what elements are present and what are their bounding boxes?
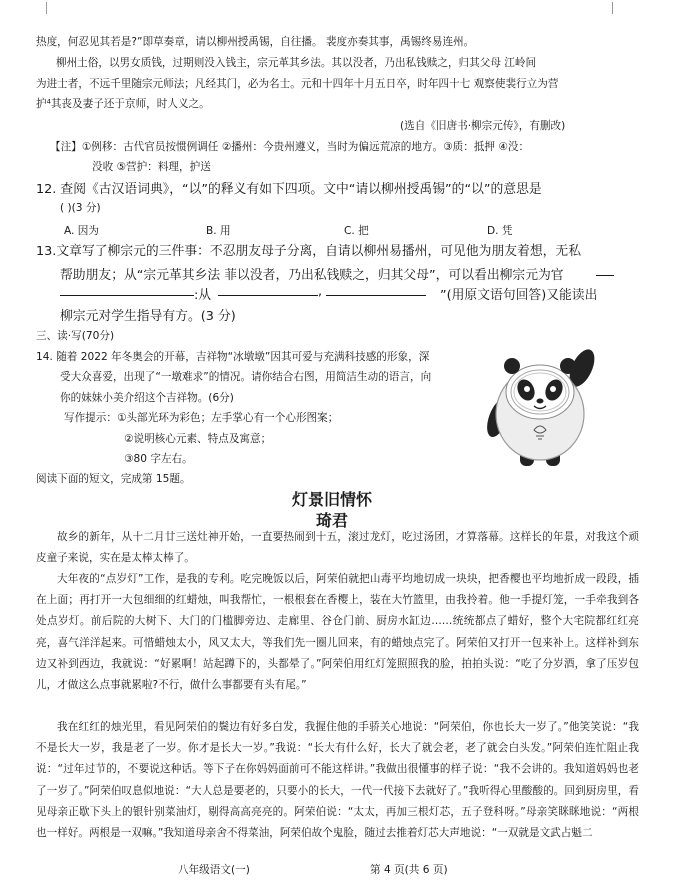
q14-tip-2: ②说明核心元素、特点及寓意； — [124, 433, 272, 445]
q13-blank-3[interactable] — [218, 284, 318, 296]
q13-line-4: 柳宗元对学生指导有方。(3 分) — [60, 309, 236, 324]
q12-option-b: B. 用 — [206, 225, 231, 237]
intro-line-1: 热度，何忍见其若是?”即草奏章，请以柳州授禹锡，自往播。 裴度亦奏其事，禹锡终易连州。 — [36, 36, 475, 48]
q12-option-c: C. 把 — [344, 225, 369, 237]
q13-line-3-from: :从 — [194, 288, 212, 303]
footer-course-label: 八年级语文(一) — [178, 864, 250, 876]
reading-intro: 阅读下面的短文，完成第 15题。 — [36, 473, 191, 485]
source-citation: (选自《旧唐书·柳宗元传》，有删改) — [400, 120, 566, 132]
q12-answer-blank: ( )(3 分) — [60, 202, 101, 214]
crop-mark-top-left — [34, 2, 47, 14]
q12-stem: 12. 查阅《古汉语词典》，“以”的释义有如下四项。文中“请以柳州授禹锡”的“以”的意思是 — [36, 182, 542, 197]
q14-tips-label: 写作提示：①头部光环为彩色；左手掌心有一个心形图案； — [64, 412, 339, 424]
q13-line-1: 13.文章写了柳宗元的三件事：不忍朋友母子分离，自请以柳州易播州，可见他为朋友着想，无私 — [36, 244, 582, 259]
intro-line-2: 柳州土俗，以男女质钱，过期则没入钱主，宗元革其乡法。其以没者，乃出私钱赎之，归其父母 江岭间 — [56, 57, 537, 69]
article-paragraph-2: 大年夜的“点岁灯”工作，是我的专利。吃完晚饭以后，阿荣伯就把山毒平均地切成一块块，把香樱也平均地折成一段段，插在上面；再打开一大包细细的红蜡烛，叫我帮忙，一根根套在香樱上，装在大竹篮里，由我拎着。他一手提灯笼，一手牵我到各处点岁灯。前后院的大树下、大门的门槛脚旁边、走廊里、谷仓门前、厨房水缸边……统统都点了蜡好，整个大宅院都红红亮亮，喜气洋洋起来。可惜蜡烛太小，风又太大，等我们先一圈儿回来，有的蜡烛点完了。阿荣伯又打开一包来补上。这样补到东边又补到西边，我就说：“好累啊！站起蹲下的，头都晕了。”阿荣伯用红灯笼照照我的脸，拍拍头说：“吃了分岁酒，拿了压岁包儿，才做这么点事就累啦?不行，做什么事都要有头有尾。” — [36, 573, 639, 692]
q14-line-3: 你的妹妹小美介绍这个吉祥物。(6分) — [60, 392, 234, 404]
note-line-1: 【注】①例移：古代官员按惯例调任 ②播州：今贵州遵义，当时为偏远荒凉的地方。③质：抵押 ④没： — [50, 141, 530, 153]
q13-blank-1[interactable] — [596, 264, 614, 276]
q13-blank-4[interactable] — [326, 284, 426, 296]
q14-line-1: 14. 随着 2022 年冬奥会的开幕，吉祥物“冰墩墩”因其可爱与充满科技感的形象，深 — [36, 351, 430, 363]
intro-line-3: 为进士者，不远千里随宗元师法；凡经其门，必为名士。元和十四年十月五日卒，时年四十七 观察使裴行立为营 — [36, 78, 559, 90]
article-author: 琦君 — [316, 511, 349, 530]
q13-line-2: 帮助朋友；从“宗元革其乡法 菲以没者，乃出私钱赎之，归其父母”，可以看出柳宗元为官 — [60, 268, 564, 283]
q14-tip-3: ③80 字左右。 — [124, 453, 193, 465]
q13-line-3-comma: , — [318, 284, 323, 299]
note-line-2: 没收 ⑤营护：料理，护送 — [92, 161, 211, 173]
article-paragraph-1: 故乡的新年，从十二月廿三送灶神开始，一直要热闹到十五，滚过龙灯，吃过汤团，才算落幕。这样长的年景，对我这个顽皮童子来说，实在是太棒太棒了。 — [36, 531, 639, 565]
q12-option-d: D. 凭 — [487, 225, 513, 237]
footer-page-number: 第 4 页(共 6 页) — [370, 864, 448, 876]
article-paragraph-3: 我在红红的烛光里，看见阿荣伯的鬓边有好多白发，我握住他的手骄关心地说：“阿荣伯，你也长大一岁了。”他笑笑说：“我不是长大一岁，我是老了一岁。你才是长大一岁。”我说：“长大有什么好，长大了就会老，老了就会白头发。”阿荣伯连忙阻止我说：“过年过节的，不要说这种话。等下子在你妈妈面前可不能这样讲。”我做出很懂事的样子说：“我不会讲的。我知道妈妈也老了一岁了。”阿荣伯叹息似地说：“大人总是要老的，只要小的长大，一代一代接下去就好了。”我听得心里酸酸的。回到厨房里，看见母亲正歇下头上的银针别菜油灯，剔得高高亮亮的。阿荣伯说：“太太，再加三根灯芯，五子登科呀。”母亲笑眯眯地说：“两根也一样好。两根是一双嘛。”我知道母亲舍不得菜油，阿荣伯故个鬼脸，随过去推着灯芯大声地说：“一双就是文武占魁二 — [36, 721, 639, 840]
article-title: 灯景旧情怀 — [292, 490, 373, 509]
q13-line-3-tail: ”(用原文语句回答)又能读出 — [440, 288, 598, 303]
q14-line-2: 受大众喜爱，出现了“一墩难求”的情况。请你结合右图，用简洁生动的语言，向 — [60, 371, 432, 383]
mascot-illustration — [468, 340, 618, 470]
q13-blank-2[interactable] — [60, 284, 194, 296]
intro-line-4: 护⁴其丧及妻子还于京师，时人义之。 — [36, 98, 210, 110]
section-heading: 三、读·写(70分) — [36, 330, 115, 342]
panda-mascot-icon — [468, 340, 618, 470]
q12-option-a: A. 因为 — [64, 225, 99, 237]
crop-mark-top-right — [612, 2, 625, 14]
